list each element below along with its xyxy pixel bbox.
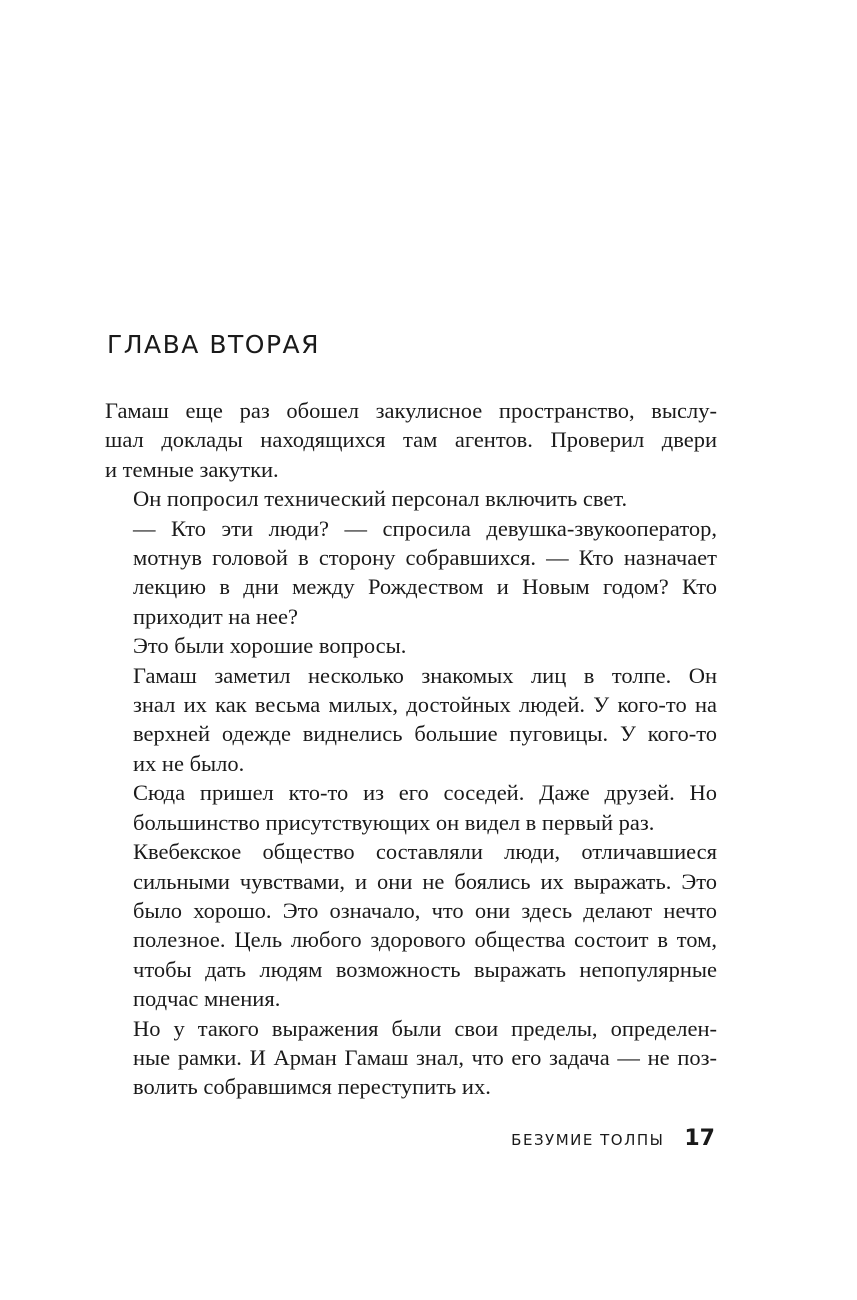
text-line: Но у такого выражения были свои пределы, определен- [133,1015,717,1041]
text-line: знал их как весьма милых, достойных людей. У кого-то на [133,692,717,718]
text-line: Квебекское общество составляли люди, отличавшиеся [133,839,717,865]
paragraph [105,514,717,632]
page-number: 17 [684,1126,715,1151]
text-line: полезное. Цель любого здорового общества состоит в том, [133,927,717,953]
text-line: Сюда пришел кто-то из его соседей. Даже друзей. Но [133,780,717,806]
text-line: большинство присутствующих он видел в первый раз. [133,809,655,835]
text-line: их не было. [133,750,245,776]
paragraph [105,1014,717,1102]
text-line: Гамаш еще раз обошел закулисное пространство, выслу- [105,398,717,423]
text-line: ные рамки. И Арман Гамаш знал, что его задача — не поз- [133,1044,717,1070]
text-line: лекцию в дни между Рождеством и Новым годом? Кто [133,574,717,600]
paragraph [105,837,717,1013]
text-line: шал доклады находящихся там агентов. Проверил двери [105,427,717,453]
text-line: чтобы дать людям возможность выражать непопулярные [133,956,717,982]
text-line: Гамаш заметил несколько знакомых лиц в толпе. Он [133,662,717,688]
text-line: и темные закутки. [105,456,279,482]
text-line: Он попросил технический персонал включить свет. [133,486,628,512]
paragraph [105,396,717,484]
text-line: мотнув головой в сторону собравшихся. — Кто назначает [133,545,717,571]
paragraph [105,484,717,513]
text-line: верхней одежде виднелись большие пуговицы. У кого-то [133,721,717,747]
text-line: приходит на нее? [133,603,298,629]
text-line: было хорошо. Это означало, что они здесь делают нечто [133,897,717,923]
paragraph [105,631,717,660]
page-footer [511,1126,715,1151]
running-title: БЕЗУМИЕ ТОЛПЫ [511,1131,665,1149]
paragraph [105,661,717,779]
paragraph [105,778,717,837]
text-line: сильными чувствами, и они не боялись их выражать. Это [133,868,717,894]
text-line: подчас мнения. [133,986,281,1012]
text-line: волить собравшимся переступить их. [133,1074,491,1100]
text-line: — Кто эти люди? — спросила девушка-звукооператор, [133,515,717,541]
chapter-body-text [105,396,717,1102]
chapter-title: ГЛАВА ВТОРАЯ [107,330,320,359]
text-line: Это были хорошие вопросы. [133,633,407,659]
